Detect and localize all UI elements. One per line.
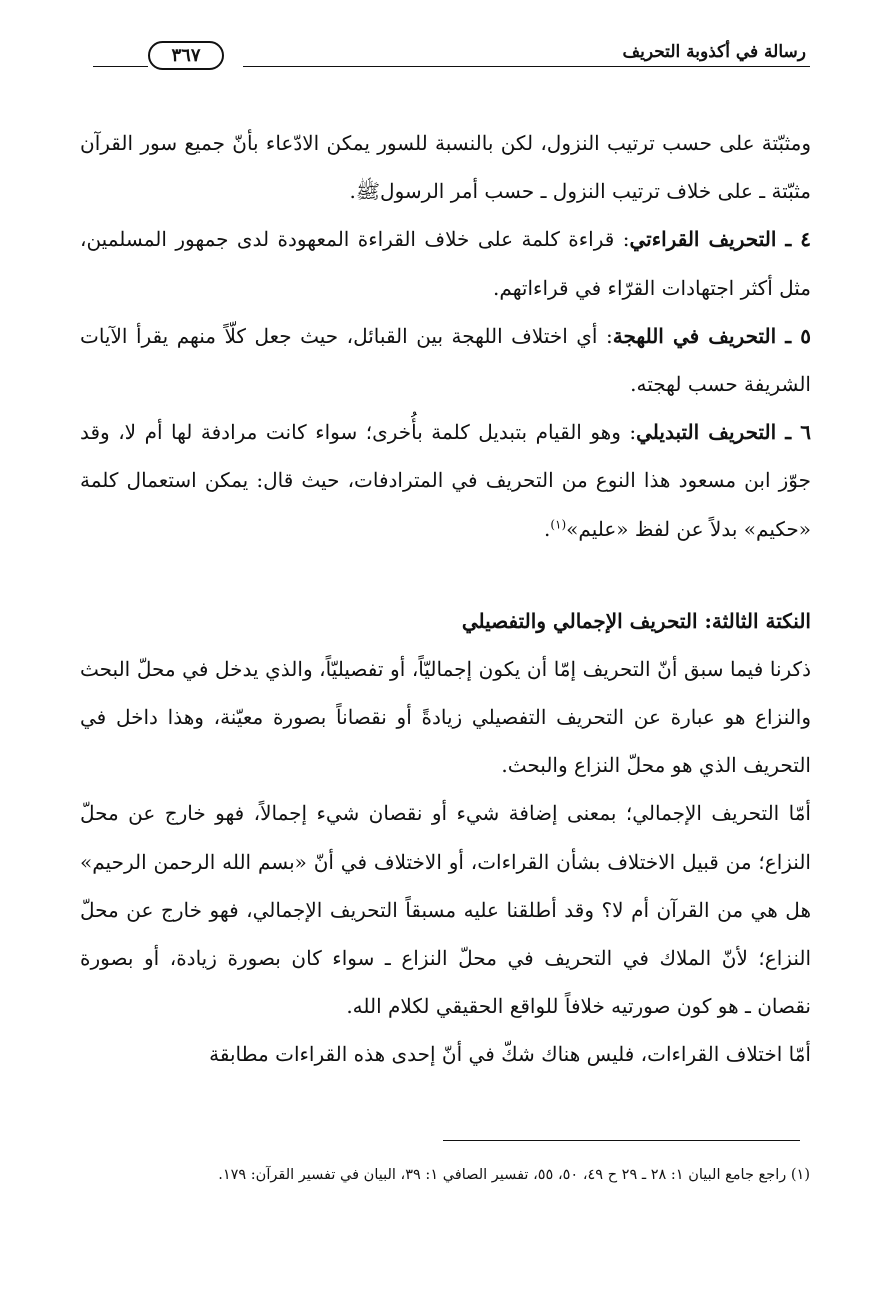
running-header [93,40,810,74]
section-paragraph-3: أمّا اختلاف القراءات، فليس هناك شكّ في أنّ إحدى هذه القراءات مطابقة [209,1042,811,1067]
paragraph-4-tail: . [543,516,551,541]
paragraph-3 [80,312,811,408]
section-paragraph-2: أمّا التحريف الإجمالي؛ بمعنى إضافة شيء أو نقصان شيء إجمالاً، فهو خارج عن محلّ النزاع؛ من قبيل الاختلاف بشأن القراءات، أو الاختلاف في أنّ «بسم الله الرحمن الرحيم» هل هي من القرآن أم لا؟ وقد أطلقنا عليه مسبقاً التحريف الإجمالي، فهو خارج عن محلّ النزاع؛ لأنّ الملاك في التحريف في محلّ النزاع ـ سواء كان بصورة زيادة، أو بصورة نقصان ـ هو كون صورتيه خلافاً للواقع الحقيقي لكلام الله. [80,801,811,1019]
header-rule-right [243,66,810,67]
paragraph-4 [80,408,811,553]
section-title: النكتة الثالثة: التحريف الإجمالي والتفصيلي [461,608,811,633]
paragraph-2-lead: ٤ ـ التحريف القراءتي [629,227,812,252]
section-gap [80,553,811,597]
paragraph-4-text: : وهو القيام بتبديل كلمة بأُخرى؛ سواء كانت مرادفة لها أم لا، وقد جوّز ابن مسعود هذا النوع من التحريف في المترادفات، حيث قال: يمكن استعمال كلمة «حكيم» بدلاً عن لفظ «عليم» [80,420,811,541]
paragraph-3-lead: ٥ ـ التحريف في اللهجة [612,323,811,348]
paragraph-2 [80,215,811,311]
paragraph-1 [80,119,811,215]
paragraph-3-text: : أي اختلاف اللهجة بين القبائل، حيث جعل كلّاً منهم يقرأ الآيات الشريفة حسب لهجته. [80,323,811,397]
paragraph-1-text: ومثبّتة على حسب ترتيب النزول، لكن بالنسبة للسور يمكن الادّعاء بأنّ جميع سور القرآن مثبّتة ـ على خلاف ترتيب النزول ـ حسب أمر الرسولﷺ. [80,131,811,204]
book-title: رسالة في أكذوبة التحريف [622,42,806,62]
paragraph-2-text: : قراءة كلمة على خلاف القراءة المعهودة لدى جمهور المسلمين، مثل أكثر اجتهادات القرّاء في قراءاتهم. [80,227,811,300]
paragraph-4-lead: ٦ ـ التحريف التبديلي [636,420,811,445]
footnote-separator [443,1140,800,1141]
section-paragraph-1: ذكرنا فيما سبق أنّ التحريف إمّا أن يكون إجماليّاً، أو تفصيليّاً، والذي يدخل في محلّ البحث والنزاع هو عبارة عن التحريف التفصيلي زيادةً أو نقصاناً بصورة معيّنة، وهذا داخل في التحريف الذي هو محلّ النزاع والبحث. [80,656,811,778]
footnote: (١) راجع جامع البيان ١: ٢٨ ـ ٢٩ ح ٤٩، ٥٠، ٥٥، تفسير الصافي ١: ٣٩، البيان في تفسير القرآن: ١٧٩. [218,1167,810,1183]
footnote-marker: (١) [550,516,567,531]
page-number: ٣٦٧ [148,41,224,70]
page-body [80,119,811,1079]
header-rule-left [93,66,148,67]
